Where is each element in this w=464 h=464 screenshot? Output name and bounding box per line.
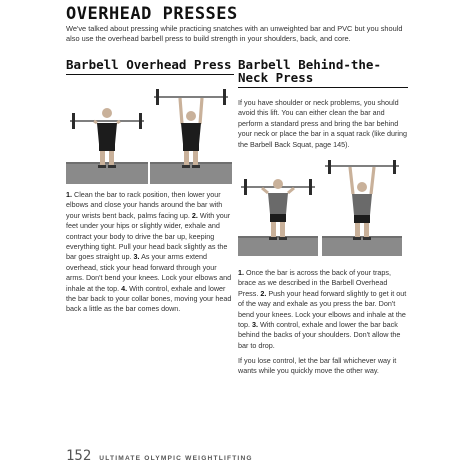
step-number: 2.	[260, 288, 267, 298]
step-text: With control, exhale and lower the bar back behind the backs of your shoulders. Don't allow the bar to drop.	[238, 320, 401, 350]
step-text: With control, exhale and lower the bar back to your collar bones, moving your head back a little as the bar comes down.	[66, 283, 232, 314]
page-footer	[66, 448, 253, 464]
page-number: 152	[66, 448, 92, 464]
step-number: 2.	[191, 210, 198, 220]
running-title: ULTIMATE OLYMPIC WEIGHTLIFTING	[99, 455, 253, 462]
overhead-press-lockout-photo	[150, 88, 232, 184]
step-number: 4.	[121, 283, 128, 293]
behind-neck-instructions	[238, 268, 408, 351]
overhead-press-instructions	[66, 190, 232, 315]
step-text: Clean the bar to rack position, then lower your elbows and close your hands around the bar with your wrists bent back, palms facing up.	[66, 190, 223, 220]
behind-neck-lockout-photo	[322, 160, 402, 256]
behind-neck-intro: If you have shoulder or neck problems, you should avoid this lift. You can either clean the bar and perform a standard press and bring the bar behind your neck or place the bar in a squat rack (like during the Barbell Back Squat, page 145).	[238, 98, 407, 149]
section-heading-overhead-press: Barbell Overhead Press	[66, 58, 234, 75]
intro-paragraph: We've talked about pressing while practicing snatches with an unweighted bar and PVC but you should also use the overhead barbell press to build strength in your shoulders, back, and core.	[66, 24, 403, 43]
step-number: 3.	[133, 252, 140, 262]
safety-note: If you lose control, let the bar fall whichever way it wants while you quickly move the other way.	[238, 356, 397, 376]
behind-neck-start-photo	[238, 160, 318, 256]
step-text: Push your head forward slightly to get it out of the way and exhale as you press the bar. Don't bend your knees. Lock your elbows and inhale at the top.	[238, 288, 407, 330]
step-number: 3.	[252, 320, 258, 330]
section-heading-behind-neck-press: Barbell Behind-the-Neck Press	[238, 58, 408, 88]
step-number: 1.	[66, 190, 72, 199]
step-text: As your arms extend overhead, stick your head forward through your arms. Don't bend your knees. Lock your elbows and inhale at the top.	[66, 252, 232, 293]
page-title: OVERHEAD PRESSES	[66, 4, 238, 24]
step-text: With your feet under your hips or slightly wider, exhale and contract your body to drive the bar up, keeping everything tight. Pull your head back slightly as the bar goes straight up.	[66, 210, 231, 262]
step-number: 1.	[238, 268, 244, 277]
step-text: Once the bar is across the back of your traps, brace as we described in the Barbell Overhead Press.	[238, 268, 392, 298]
overhead-press-start-photo	[66, 88, 148, 184]
